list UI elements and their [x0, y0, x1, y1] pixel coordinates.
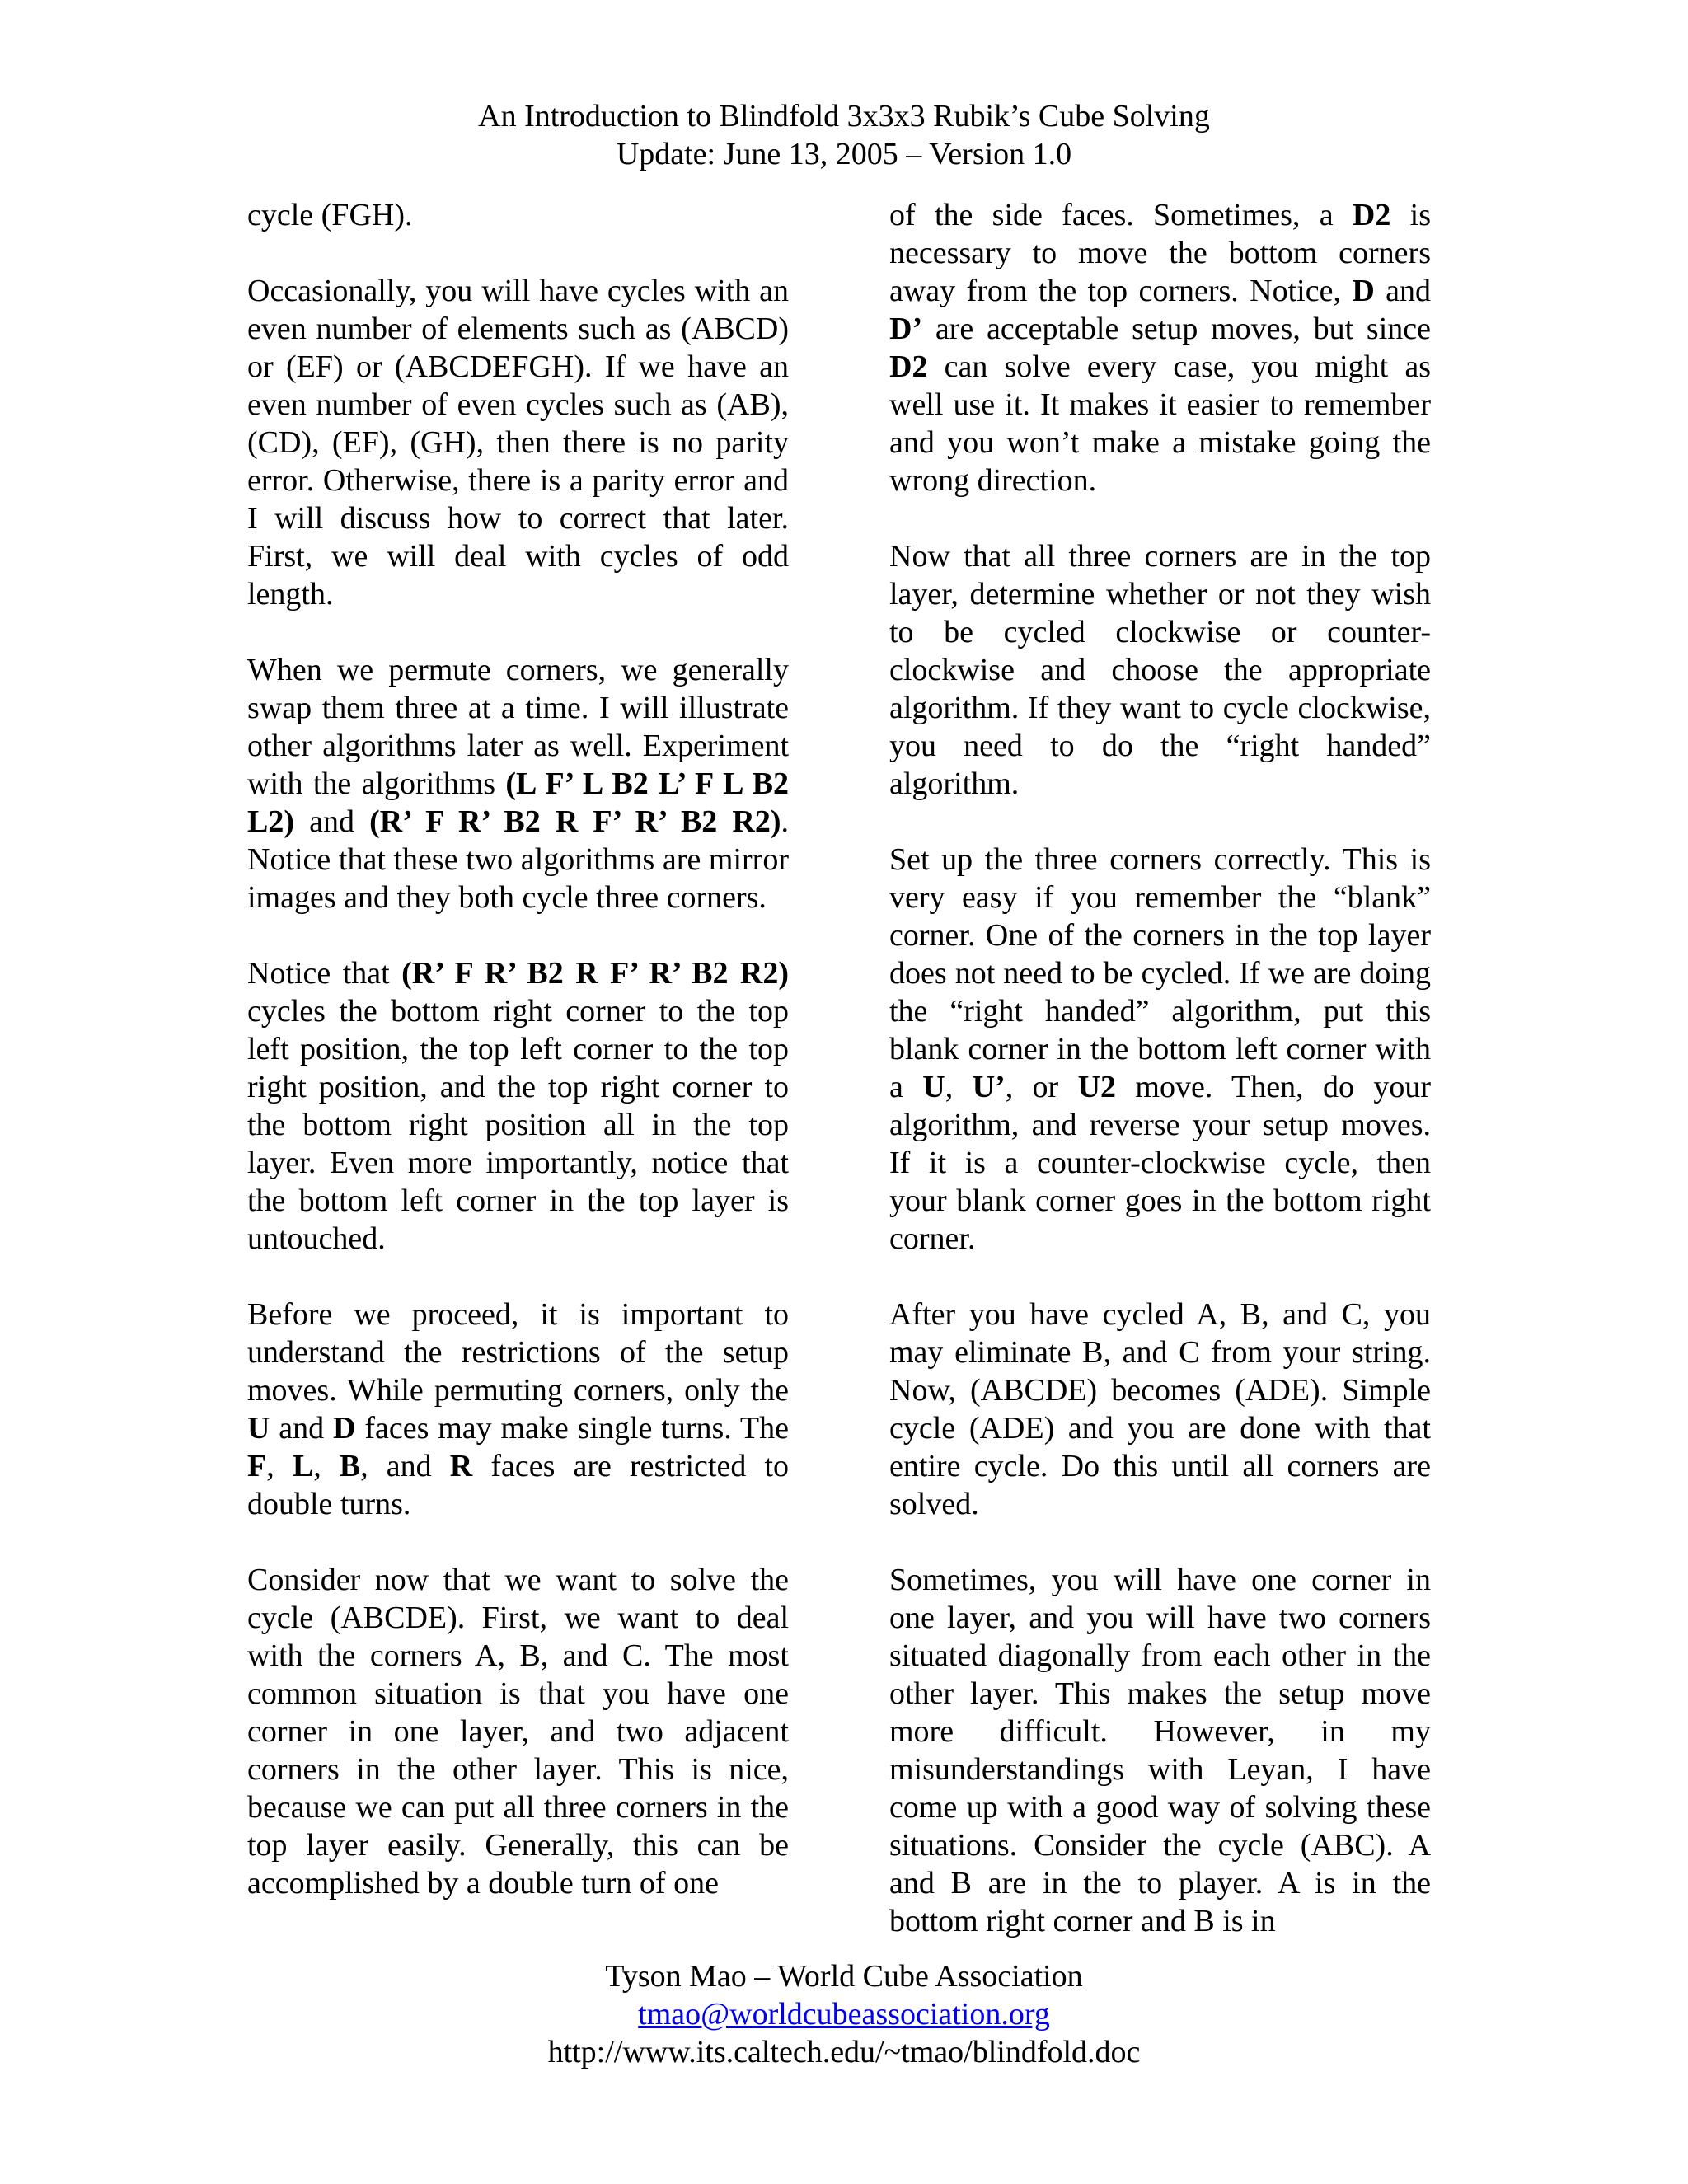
text-run: is necessary to move the bottom corners away from the top corners. Notice, [889, 198, 1431, 308]
text-run: Occasionally, you will have cycles with an even number of elements such as (ABCD) or (EF) or (ABCDEFGH). If we have an even number of even cycles such as (AB), (CD), (EF), (GH), then there is no parity error. Otherwise, there is a parity error and I will discuss how to correct that later. First, we will deal with cycles of odd length. [247, 274, 789, 612]
text-run: can solve every case, you might as well use it. It makes it easier to remember and you won’t make a mistake going the wrong direction. [889, 349, 1431, 498]
bold-text-run: D2 [1352, 198, 1391, 232]
text-run: Notice that [247, 956, 402, 991]
bold-text-run: (L F’ L B2 L’ F L B2 L2) [247, 766, 789, 839]
text-run: and [294, 804, 370, 839]
text-run: Now that all three corners are in the top layer, determine whether or not they wish to be cycled clockwise or counter-clockwise and choose the appropriate algorithm. If they want to cycle clockwise, you need to do the “right handed” algorithm. [889, 539, 1431, 801]
text-run: After you have cycled A, B, and C, you may eliminate B, and C from your string. Now, (ABCDE) becomes (ADE). Simple cycle (ADE) and you are done with that entire cycle. Do this until all corners are solved. [889, 1297, 1431, 1521]
text-run: faces may make single turns. The [355, 1411, 789, 1446]
paragraph [889, 537, 1431, 803]
bold-text-run: D2 [889, 349, 928, 384]
text-run: cycles the bottom right corner to the top left position, the top left corner to the top right position, and the top right corner to the bottom right position all in the top layer. Even more importantly, notice that the bottom left corner in the top layer is untouched. [247, 994, 789, 1256]
bold-text-run: B [339, 1449, 361, 1483]
paragraph [247, 954, 789, 1258]
bold-text-run: (R’ F R’ B2 R F’ R’ B2 R2) [401, 956, 789, 991]
bold-text-run: D [1352, 274, 1375, 308]
bold-text-run: R [449, 1449, 473, 1483]
bold-text-run: (R’ F R’ B2 R F’ R’ B2 R2) [369, 804, 781, 839]
text-run: When we permute corners, we generally swap them three at a time. I will illustrate other algorithms later as well. Experiment with the algorithms [247, 653, 789, 801]
paragraph [247, 196, 789, 234]
footer-email-link[interactable]: tmao@worldcubeassociation.org [638, 1997, 1050, 2032]
bold-text-run: U [247, 1411, 270, 1446]
bold-text-run: U2 [1077, 1070, 1117, 1104]
text-run: . Notice that these two algorithms are mirror images and they both cycle three corners. [247, 804, 790, 915]
document-title: An Introduction to Blindfold 3x3x3 Rubik’s Cube Solving [478, 99, 1210, 134]
text-run: Set up the three corners correctly. This is very easy if you remember the “blank” corner. One of the corners in the top layer does not need to be cycled. If we are doing the “right handed” algorithm, put this blank corner in the bottom left corner with a [889, 842, 1431, 1104]
bold-text-run: D [333, 1411, 356, 1446]
left-text-column [247, 196, 789, 1902]
paragraph [889, 1561, 1431, 1940]
bold-text-run: L [292, 1449, 314, 1483]
text-run: Consider now that we want to solve the cycle (ABCDE). First, we want to deal with the corners A, B, and C. The most common situation is that you have one corner in one layer, and two adjacent corners in the other layer. This is nice, because we can put all three corners in the top layer easily. Generally, this can be accomplished by a double turn of one [247, 1563, 789, 1900]
text-run: , [266, 1449, 293, 1483]
document-update-line: Update: June 13, 2005 – Version 1.0 [616, 137, 1072, 171]
right-text-column [889, 196, 1431, 1940]
paragraph [889, 196, 1431, 499]
paragraph [889, 1296, 1431, 1523]
text-run: move. Then, do your algorithm, and reverse your setup moves. If it is a counter-clockwise cycle, then your blank corner goes in the bottom right corner. [889, 1070, 1432, 1256]
paragraph [247, 1561, 789, 1902]
paragraph [247, 272, 789, 613]
footer-author: Tyson Mao – World Cube Association [605, 1959, 1083, 1994]
text-run: are acceptable setup moves, but since [922, 312, 1431, 346]
text-run: cycle (FGH). [247, 198, 413, 232]
text-run: Sometimes, you will have one corner in one layer, and you will have two corners situated diagonally from each other in the other layer. This makes the setup move more difficult. However, in my misunderstandings with Leyan, I have come up with a good way of solving these situations. Consider the cycle (ABC). A and B are in the to player. A is in the bottom right corner and B is in [889, 1563, 1431, 1938]
text-run: faces are restricted to double turns. [247, 1449, 789, 1521]
paragraph [889, 841, 1431, 1258]
page-header [0, 97, 1688, 173]
text-run: and [1374, 274, 1431, 308]
text-run: of the side faces. Sometimes, a [889, 198, 1353, 232]
bold-text-run: U’ [972, 1070, 1006, 1104]
bold-text-run: F [247, 1449, 267, 1483]
text-run: and [270, 1411, 334, 1446]
text-run: , [313, 1449, 340, 1483]
text-run: , and [360, 1449, 450, 1483]
footer-url: http://www.its.caltech.edu/~tmao/blindfold.doc [547, 2035, 1141, 2069]
text-run: Before we proceed, it is important to understand the restrictions of the setup moves. While permuting corners, only the [247, 1297, 789, 1408]
paragraph [247, 1296, 789, 1523]
bold-text-run: U [922, 1070, 945, 1104]
text-run: , [945, 1070, 973, 1104]
paragraph [247, 651, 789, 916]
text-run: , or [1005, 1070, 1078, 1104]
page-footer [0, 1957, 1688, 2071]
bold-text-run: D’ [889, 312, 923, 346]
